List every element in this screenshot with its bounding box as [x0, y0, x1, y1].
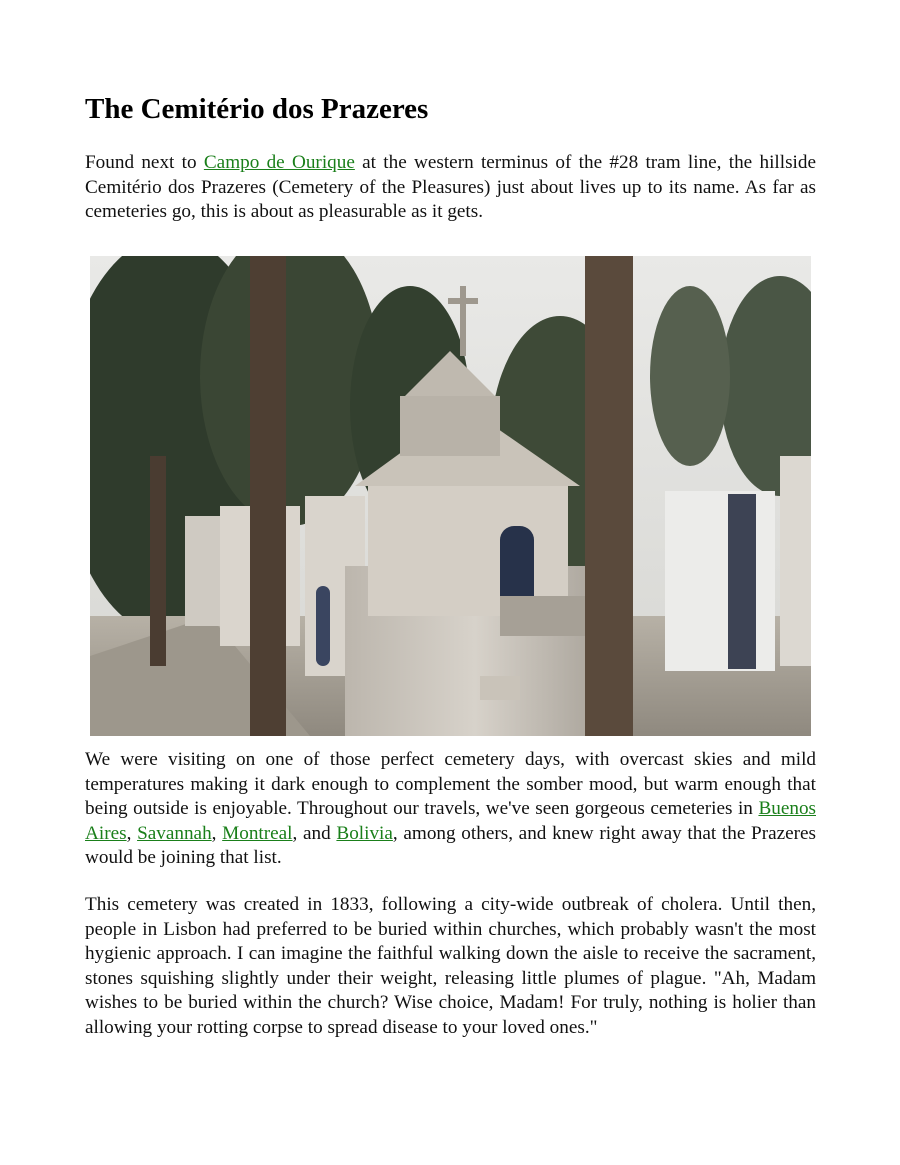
visit-separator-1: ,: [126, 822, 138, 844]
visit-paragraph: [85, 748, 816, 871]
intro-text-end: at the western terminus of the #28 tram line, the hillside Cemitério dos Prazeres (Cemetery of the Pleasures) just about lives up to its name. As far as cemeteries go, this is about as pleasurable as it gets.: [85, 152, 816, 223]
buenos-aires-link[interactable]: Buenos Aires: [85, 798, 816, 844]
history-paragraph: This cemetery was created in 1833, following a city-wide outbreak of cholera. Until then, people in Lisbon had preferred to be buried within churches, which probably wasn't the most hygienic approach. I can imagine the faithful walking down the aisle to receive the sacrament, stones squishing slightly under their weight, releasing little plumes of plague. "Ah, Madam wishes to be buried within the church? Wise choice, Madam! For truly, nothing is holier than allowing your rotting corpse to spread disease to your loved ones.": [85, 894, 816, 1038]
visit-text-end: , among others, and knew right away that the Prazeres would be joining that list.: [85, 822, 817, 869]
bolivia-link[interactable]: Bolivia: [336, 822, 393, 844]
visit-text-start: We were visiting on one of those perfect cemetery days, with overcast skies and mild temperatures making it dark enough to complement the somber mood, but warm enough that being outside is enjoyable. Throughout our travels, we've seen gorgeous cemeteries in: [85, 749, 816, 820]
savannah-link[interactable]: Savannah: [137, 822, 212, 844]
campo-de-ourique-link[interactable]: Campo de Ourique: [203, 152, 355, 173]
intro-paragraph: [85, 151, 816, 225]
cemetery-photo: [90, 256, 811, 736]
visit-separator-3: , and: [292, 822, 337, 844]
article-title: The Cemitério dos Prazeres: [85, 93, 429, 125]
montreal-link[interactable]: Montreal: [222, 822, 293, 844]
intro-text-start: Found next to: [85, 152, 204, 173]
visit-separator-2: ,: [211, 822, 223, 844]
